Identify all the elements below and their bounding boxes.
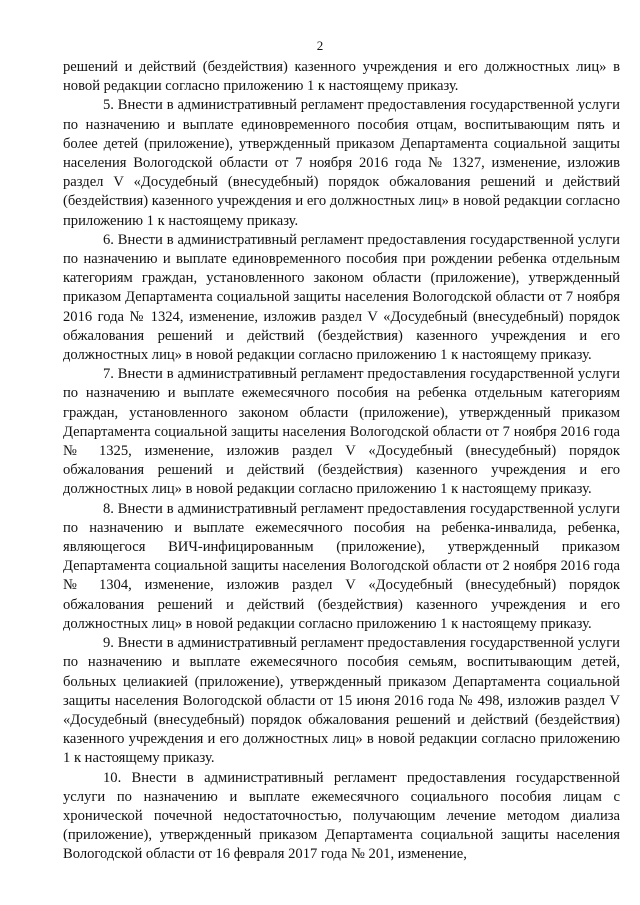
paragraph-item-10: 10. Внести в административный регламент предоставления государственной услуги по назначению и выплате ежемесячного социального пособия лицам с хронической почечной недостаточностью, получающим лечение методом диализа (приложение), утвержденный приказом Департамента социальной защиты населения Вологодской области от 16 февраля 2017 года № 201, изменение, xyxy=(63,769,620,863)
paragraph-item-8: 8. Внести в административный регламент предоставления государственной услуги по назначению и выплате ежемесячного пособия на ребенка-инвалида, ребенка, являющегося ВИЧ-инфицированным (приложение), утвержденный приказом Департамента социальной защиты населения Вологодской области от 2 ноября 2016 года № 1304, изменение, изложив раздел V «Досудебный (внесудебный) порядок обжалования решений и действий (бездействия) казенного учреждения и его должностных лиц» в новой редакции согласно приложению 1 к настоящему приказу. xyxy=(63,500,620,632)
document-body xyxy=(63,58,620,865)
paragraph-item-6: 6. Внести в административный регламент предоставления государственной услуги по назначению и выплате единовременного пособия при рождении ребенка отдельным категориям граждан, установленного законом области (приложение), утвержденный приказом Департамента социальной защиты населения Вологодской области от 7 ноября 2016 года № 1324, изменение, изложив раздел V «Досудебный (внесудебный) порядок обжалования решений и действий (бездействия) казенного учреждения и его должностных лиц» в новой редакции согласно приложению 1 к настоящему приказу. xyxy=(63,231,620,364)
paragraph-item-7: 7. Внести в административный регламент предоставления государственной услуги по назначению и выплате ежемесячного пособия на ребенка отдельным категориям граждан, установленного законом области (приложение), утвержденный приказом Департамента социальной защиты населения Вологодской области от 7 ноября 2016 года № 1325, изменение, изложив раздел V «Досудебный (внесудебный) порядок обжалования решений и действий (бездействия) казенного учреждения и его должностных лиц» в новой редакции согласно приложению 1 к настоящему приказу. xyxy=(63,366,620,498)
page-number: 2 xyxy=(316,38,324,53)
paragraph-item-5: 5. Внести в административный регламент предоставления государственной услуги по назначению и выплате единовременного пособия отцам, воспитывающим пять и более детей (приложение), утвержденный приказом Департамента социальной защиты населения Вологодской области от 7 ноября 2016 года № 1327, изменение, изложив раздел V «Досудебный (внесудебный) порядок обжалования решений и действий (бездействия) казенного учреждения и его должностных лиц» в новой редакции согласно приложению 1 к настоящему приказу. xyxy=(63,97,620,229)
paragraph-item-9: 9. Внести в административный регламент предоставления государственной услуги по назначению и выплате ежемесячного пособия семьям, воспитывающим детей, больных целиакией (приложение), утвержденный приказом Департамента социальной защиты населения Вологодской области от 15 июня 2016 года № 498, изложив раздел V «Досудебный (внесудебный) порядок обжалования решений и действий (бездействия) казенного учреждения и его должностных лиц» в новой редакции согласно приложению 1 к настоящему приказу. xyxy=(63,635,620,767)
paragraph-continuation: решений и действий (бездействия) казенного учреждения и его должностных лиц» в новой редакции согласно приложению 1 к настоящему приказу. xyxy=(63,59,620,95)
